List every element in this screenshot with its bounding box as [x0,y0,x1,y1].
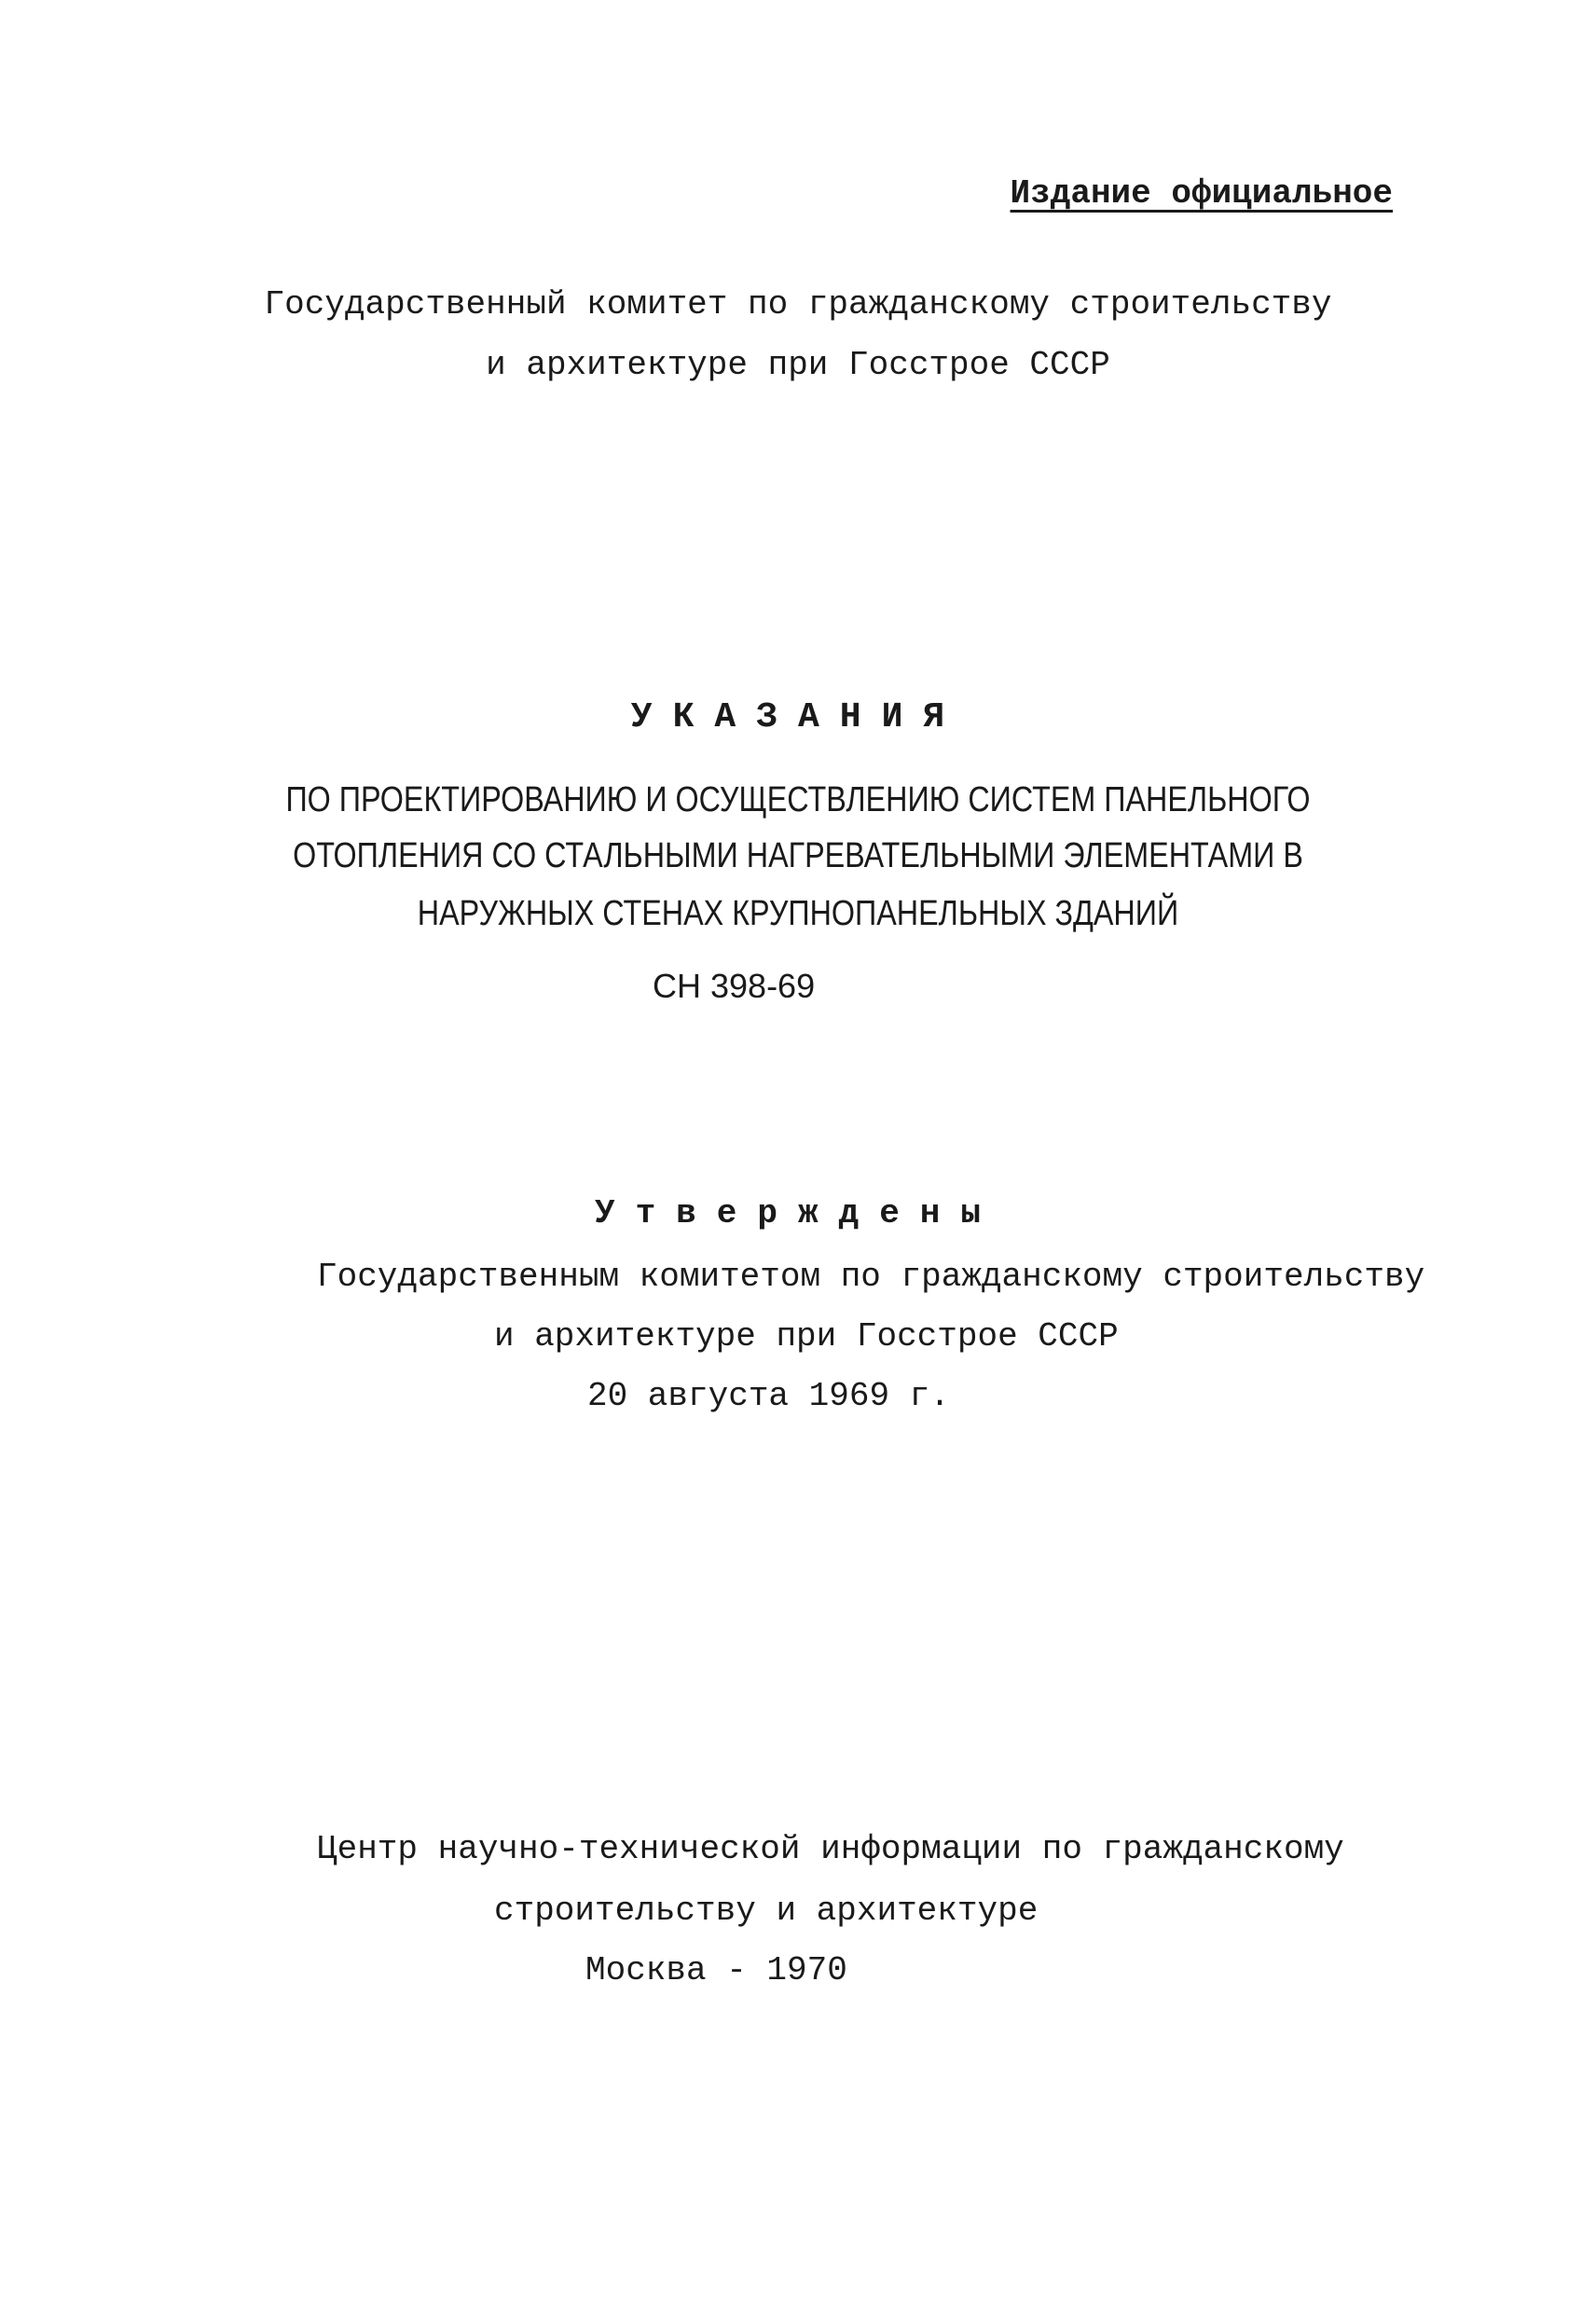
approval-line-2: и архитектуре при Госстрое СССР [494,1317,1119,1356]
organization-line-2: и архитектуре при Госстрое СССР [486,346,1110,384]
official-edition-label: Издание официальное [1010,174,1393,213]
approval-line-1: Государственным комитетом по гражданскому строительству [317,1258,1425,1296]
publisher-line-2: строительству и архитектуре [494,1892,1039,1930]
document-code: СН 398-69 [653,967,816,1005]
approval-heading: Утверждены [594,1194,1002,1232]
publisher-city-year: Москва - 1970 [585,1951,847,1989]
document-subtitle-line-1: ПО ПРОЕКТИРОВАНИЮ И ОСУЩЕСТВЛЕНИЮ СИСТЕМ ПАНЕЛЬНОГО [285,780,1311,819]
approval-date: 20 августа 1969 г. [587,1377,950,1415]
organization-line-1: Государственный комитет по гражданскому строительству [264,285,1332,323]
document-subtitle-line-2: ОТОПЛЕНИЯ СО СТАЛЬНЫМИ НАГРЕВАТЕЛЬНЫМИ ЭЛЕМЕНТАМИ В [293,836,1303,875]
document-subtitle-line-3: НАРУЖНЫХ СТЕНАХ КРУПНОПАНЕЛЬНЫХ ЗДАНИЙ [417,894,1179,933]
publisher-line-1: Центр научно-технической информации по гражданскому [317,1830,1344,1868]
document-title: УКАЗАНИЯ [630,697,966,737]
